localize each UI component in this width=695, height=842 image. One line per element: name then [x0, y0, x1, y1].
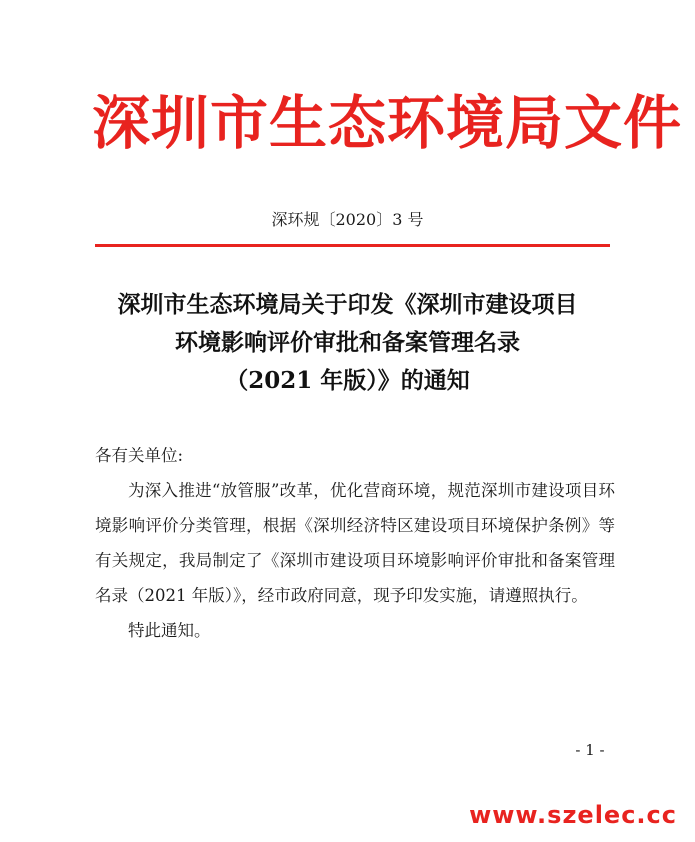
body-paragraph: 为深入推进“放管服”改革，优化营商环境，规范深圳市建设项目环境影响评价分类管理，根据《深圳经济特区建设项目环境保护条例》等有关规定，我局制定了《深圳市建设项目环境影响评价审批和备案管理名录（2021 年版）》，经市政府同意，现予印发实施，请遵照执行。 [95, 481, 615, 605]
salutation: 各有关单位: [95, 446, 184, 465]
document-body [95, 438, 615, 648]
red-divider-line [95, 244, 610, 247]
title-line-1: 深圳市生态环境局关于印发《深圳市建设项目 [117, 291, 578, 318]
title-line-2: 环境影响评价审批和备案管理名录 [175, 329, 520, 356]
closing-line: 特此通知。 [128, 621, 211, 640]
title-line-3: （2021 年版）》的通知 [225, 367, 470, 394]
masthead-title: 深圳市生态环境局文件 [92, 89, 683, 157]
watermark-url: www.szelec.cc [469, 801, 677, 829]
document-number: 深环规〔2020〕3 号 [271, 210, 424, 229]
document-title [60, 286, 635, 400]
page-number: - 1 - [575, 741, 605, 759]
